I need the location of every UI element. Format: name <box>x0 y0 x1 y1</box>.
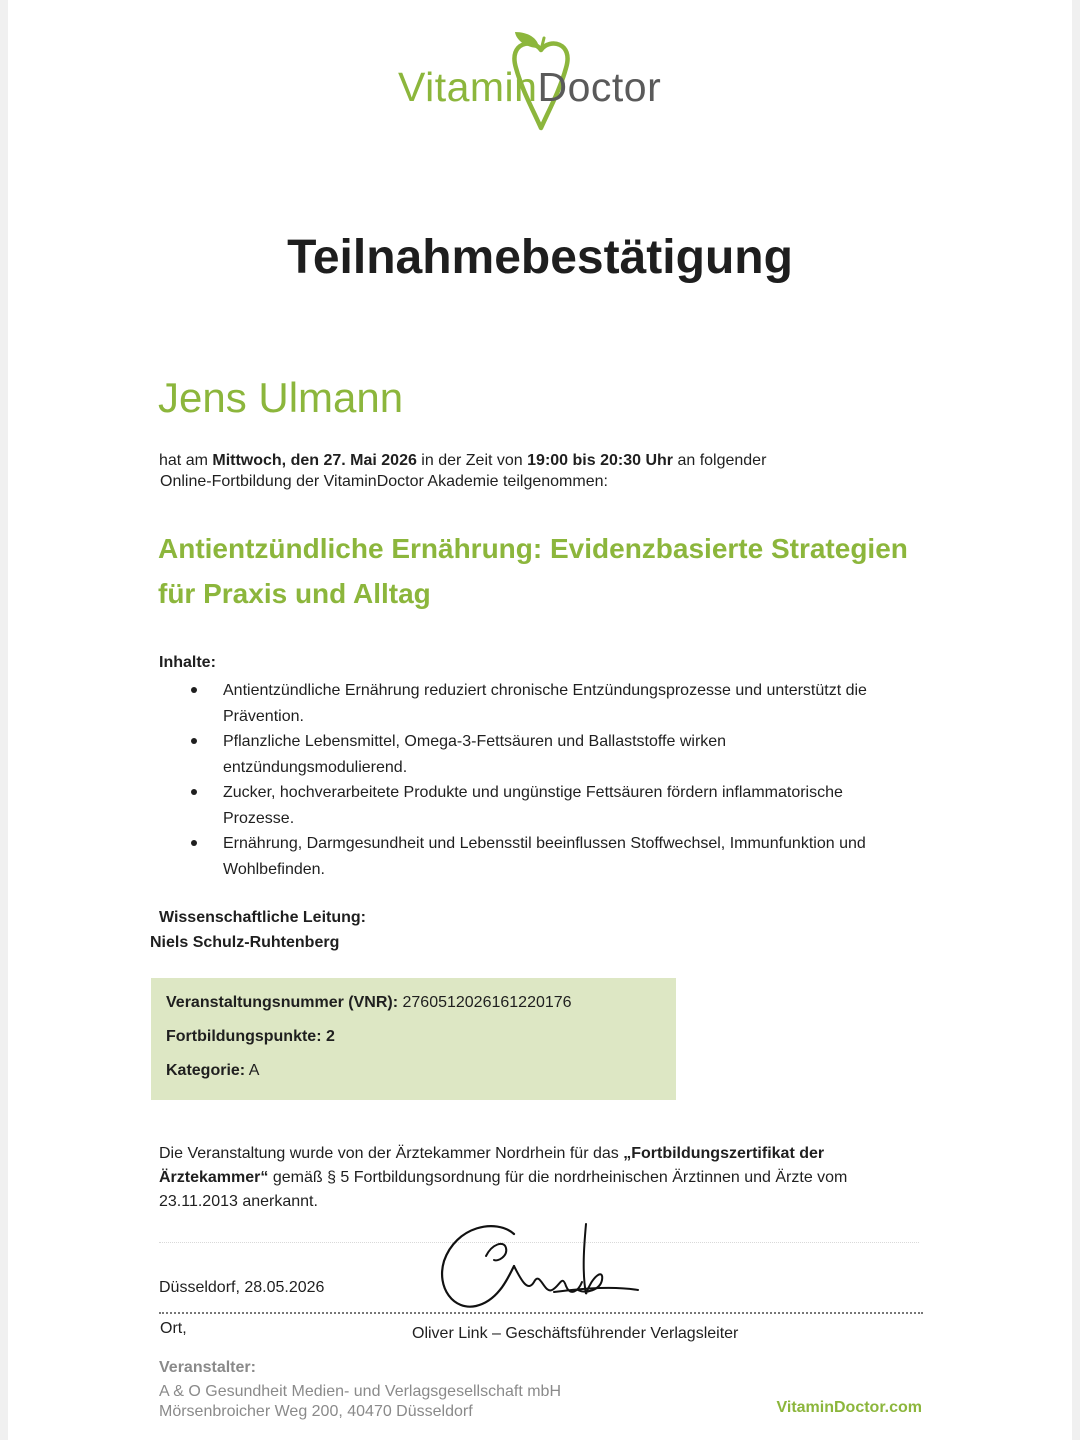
contents-heading: Inhalte: <box>159 654 216 671</box>
bullet-icon <box>191 840 197 846</box>
page-edge-right <box>1072 0 1080 1440</box>
page-edge-left <box>0 0 8 1440</box>
signer-name: Oliver Link – Geschäftsführender Verlagsleiter <box>412 1325 739 1342</box>
attendance-statement: hat am Mittwoch, den 27. Mai 2026 in der Zeit von 19:00 bis 20:30 Uhr an folgender Online-Fortbildung der VitaminDoctor Akademie teilgenommen: <box>159 452 767 490</box>
vnr-row: Veranstaltungsnummer (VNR): 2760512026161220176 <box>166 994 572 1011</box>
handwritten-signature <box>436 1216 646 1316</box>
recognition-statement: Die Veranstaltung wurde von der Ärztekammer Nordrhein für das „Fortbildungszertifikat der Ärztekammer“ gemäß § 5 Fortbildungsordnung für die nordrheinischen Ärztinnen und Ärzte vom 23.11.2013 anerkannt. <box>159 1145 848 1210</box>
vitamindoctor-logo <box>398 28 688 138</box>
scientific-lead-heading: Wissenschaftliche Leitung: <box>159 909 366 926</box>
place-label: Ort, <box>160 1320 187 1337</box>
contents-list <box>186 678 906 882</box>
organizer-address: Mörsenbroicher Weg 200, 40470 Düsseldorf <box>159 1403 473 1420</box>
list-item: Ernährung, Darmgesundheit und Lebensstil beeinflussen Stoffwechsel, Immunfunktion und Wohlbefinden. <box>186 831 906 882</box>
participant-name: Jens Ulmann <box>158 374 404 421</box>
organizer-name: A & O Gesundheit Medien- und Verlagsgesellschaft mbH <box>159 1383 561 1400</box>
event-info-box <box>151 978 676 1100</box>
list-item: Zucker, hochverarbeitete Produkte und ungünstige Fettsäuren fördern inflammatorische Prozesse. <box>186 780 906 831</box>
course-title: Antientzündliche Ernährung: Evidenzbasierte Strategien für Praxis und Alltag <box>158 533 908 609</box>
scientific-lead-name: Niels Schulz-Ruhtenberg <box>150 934 340 951</box>
list-item: Pflanzliche Lebensmittel, Omega-3-Fettsäuren und Ballaststoffe wirken entzündungsmodulierend. <box>186 729 906 780</box>
bullet-icon <box>191 738 197 744</box>
bullet-icon <box>191 789 197 795</box>
signature-line <box>159 1312 923 1314</box>
organizer-heading: Veranstalter: <box>159 1359 256 1376</box>
points-row: Fortbildungspunkte: 2 <box>166 1028 335 1045</box>
bullet-icon <box>191 687 197 693</box>
category-row: Kategorie: A <box>166 1062 260 1079</box>
certificate-title: Teilnahmebestätigung <box>287 231 793 284</box>
logo-wordmark: VitaminDoctor <box>398 64 662 110</box>
place-date: Düsseldorf, 28.05.2026 <box>159 1279 325 1296</box>
list-item: Antientzündliche Ernährung reduziert chronische Entzündungsprozesse und unterstützt die Prävention. <box>186 678 906 729</box>
website-link[interactable]: VitaminDoctor.com <box>776 1399 922 1416</box>
